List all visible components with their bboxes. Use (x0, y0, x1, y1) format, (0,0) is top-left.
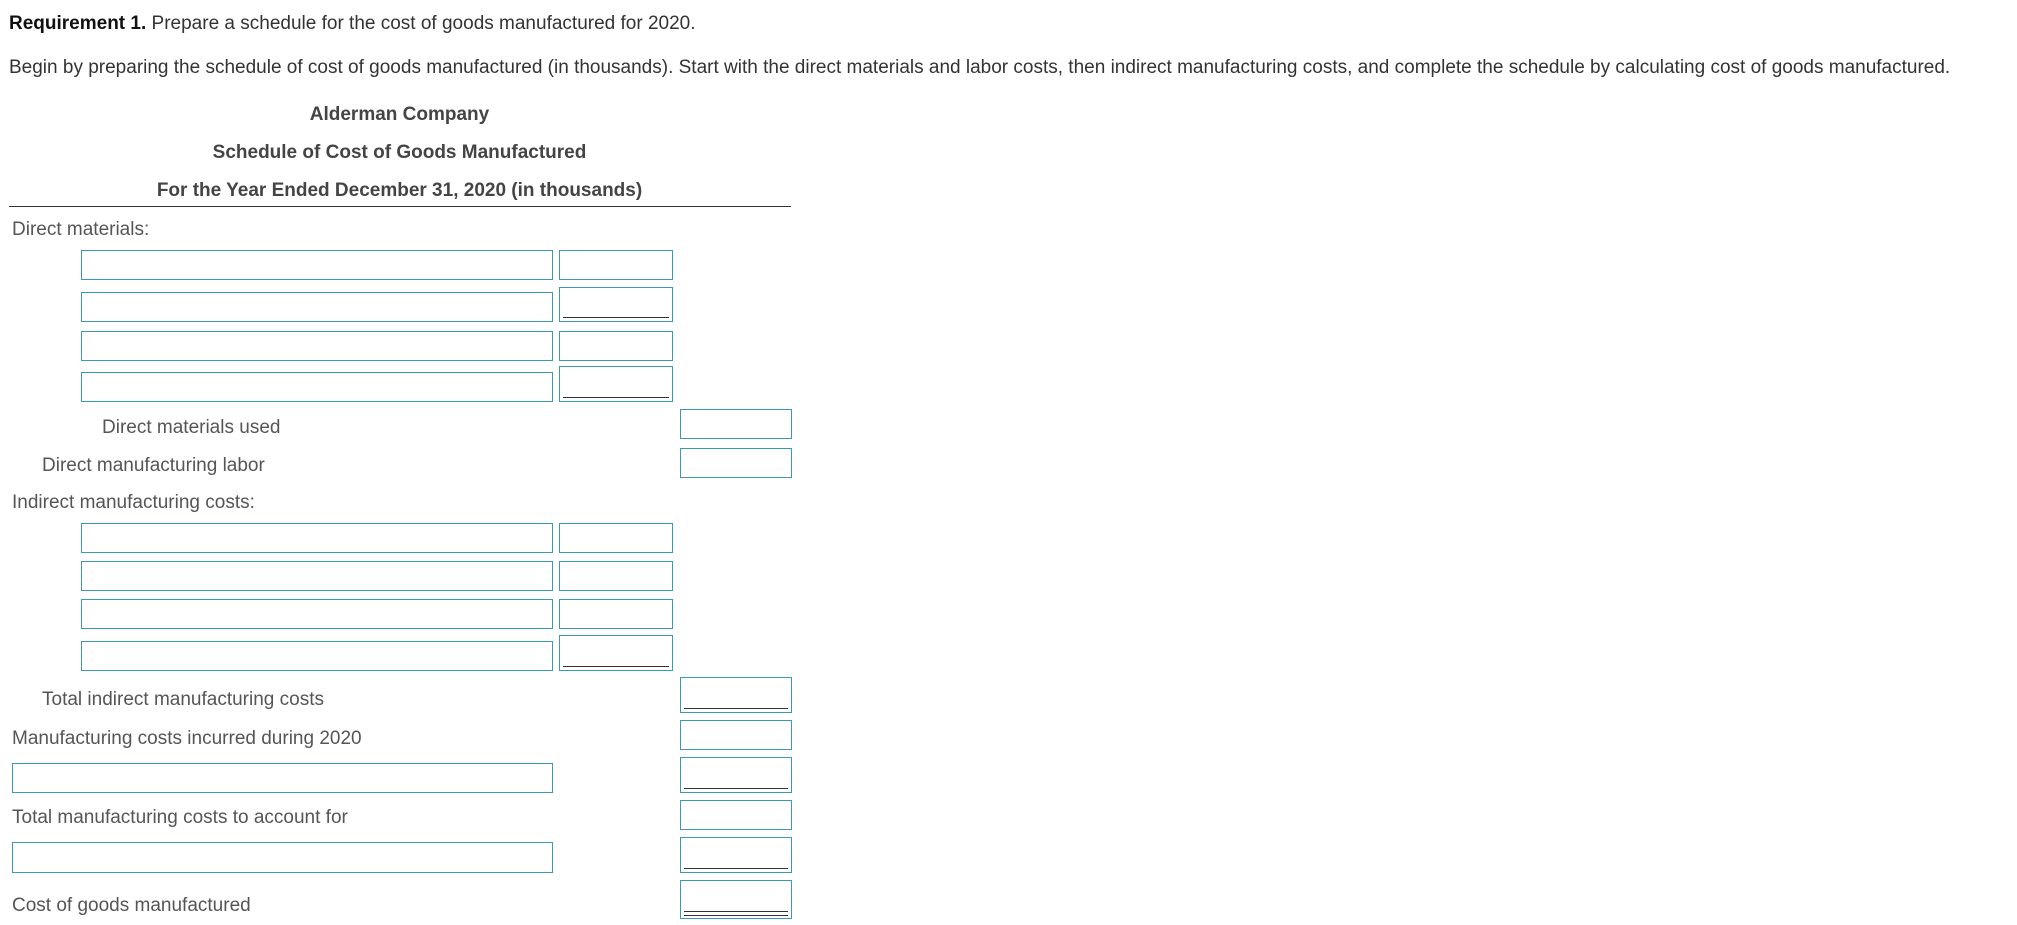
im-line-2-label-input[interactable] (81, 561, 553, 591)
header-divider (9, 206, 791, 207)
dm-line-3-amount-input[interactable] (559, 331, 673, 361)
dm-line-4-amount-input[interactable] (559, 366, 673, 402)
requirement-line (9, 13, 696, 35)
instructions-text: Begin by preparing the schedule of cost of goods manufactured (in thousands). Start with the direct materials and labor costs, then indirect manufacturing costs, and complete the schedule by calculating cost of goods manufactured. (9, 57, 1951, 78)
schedule-period: For the Year Ended December 31, 2020 (in thousands) (156, 180, 643, 201)
direct-materials-label: Direct materials: (12, 219, 150, 240)
im-line-3-label-input[interactable] (81, 599, 553, 629)
dm-used-total-input[interactable] (680, 409, 792, 439)
im-line-4-label-input[interactable] (81, 641, 553, 671)
cogm-label: Cost of goods manufactured (12, 895, 251, 916)
dm-line-4-label-input[interactable] (81, 372, 553, 402)
cogm-total-input[interactable] (680, 880, 792, 919)
im-line-2-amount-input[interactable] (559, 561, 673, 591)
indirect-costs-label: Indirect manufacturing costs: (12, 492, 255, 513)
dm-line-1-label-input[interactable] (81, 250, 553, 280)
dm-line-4-amount-wrap (559, 366, 673, 402)
adjustment-2-label-input[interactable] (12, 842, 553, 873)
im-line-1-label-input[interactable] (81, 523, 553, 553)
requirement-text: Prepare a schedule for the cost of goods manufactured for 2020. (146, 13, 696, 34)
direct-labor-total-input[interactable] (680, 448, 792, 478)
im-line-1-amount-input[interactable] (559, 523, 673, 553)
adjustment-1-amount-wrap (680, 757, 792, 793)
adjustment-2-amount-wrap (680, 837, 792, 873)
im-line-4-amount-input[interactable] (559, 635, 673, 671)
schedule-title: Schedule of Cost of Goods Manufactured (212, 142, 587, 163)
adjustment-2-amount-input[interactable] (680, 837, 792, 873)
direct-materials-used-label: Direct materials used (102, 417, 281, 438)
dm-line-2-label-input[interactable] (81, 292, 553, 322)
im-line-3-amount-input[interactable] (559, 599, 673, 629)
direct-labor-label: Direct manufacturing labor (42, 455, 265, 476)
total-indirect-wrap (680, 677, 792, 713)
costs-incurred-total-input[interactable] (680, 720, 792, 750)
company-name: Alderman Company (309, 104, 490, 125)
dm-line-1-amount-input[interactable] (559, 250, 673, 280)
total-to-account-label: Total manufacturing costs to account for (12, 807, 348, 828)
adjustment-1-amount-input[interactable] (680, 757, 792, 793)
adjustment-1-label-input[interactable] (12, 763, 553, 793)
total-indirect-input[interactable] (680, 677, 792, 713)
total-indirect-label: Total indirect manufacturing costs (42, 689, 324, 710)
requirement-label: Requirement 1. (9, 13, 147, 34)
im-line-4-amount-wrap (559, 635, 673, 671)
cogm-total-wrap (680, 880, 792, 919)
total-to-account-input[interactable] (680, 800, 792, 830)
costs-incurred-label: Manufacturing costs incurred during 2020 (12, 728, 362, 749)
dm-line-2-amount-wrap (559, 287, 673, 322)
dm-line-2-amount-input[interactable] (559, 287, 673, 322)
dm-line-3-label-input[interactable] (81, 331, 553, 361)
